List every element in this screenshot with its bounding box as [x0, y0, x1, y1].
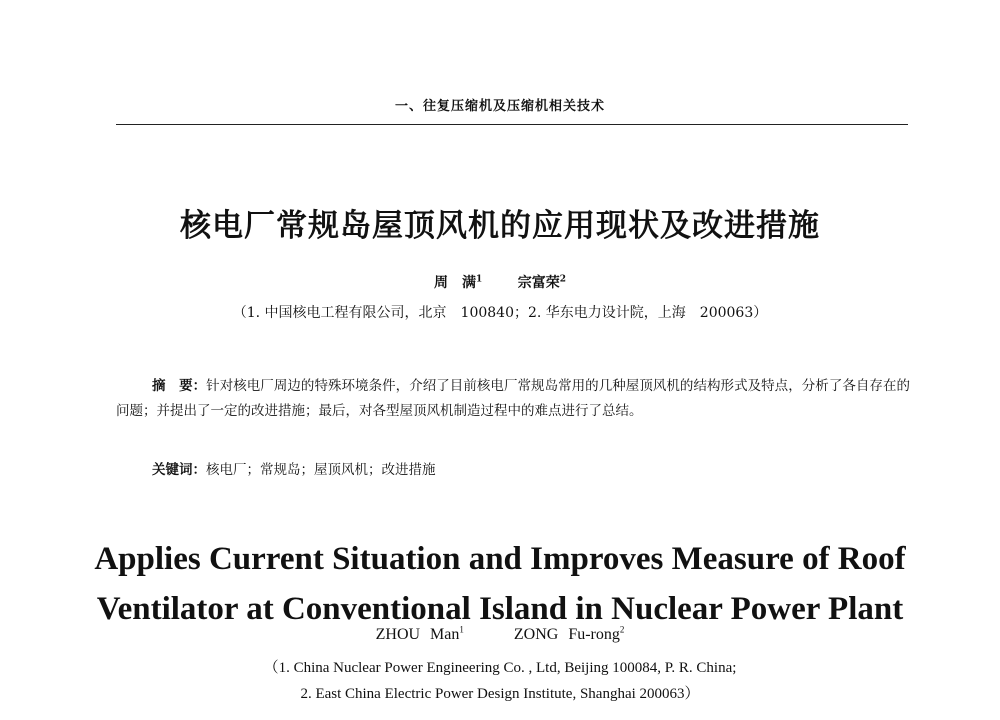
affiliation-chinese: （1. 中国核电工程有限公司，北京 100840；2. 华东电力设计院，上海 200063） [232, 305, 768, 321]
abstract [116, 374, 910, 424]
affiliation-english-line: （1. China Nuclear Power Engineering Co. , Ltd, Beijing 100084, P. R. China; [263, 660, 737, 676]
title-chinese: 核电厂常规岛屋顶风机的应用现状及改进措施 [180, 208, 820, 244]
running-head: 一、往复压缩机及压缩机相关技术 [394, 99, 605, 114]
author-name: ZONG Fu-rong [513, 626, 620, 643]
affiliation-english-line: 2. East China Electric Power Design Institute, Shanghai 200063） [300, 686, 700, 702]
abstract-label: 摘 要： [152, 378, 207, 394]
author-affil-mark: 2 [559, 274, 567, 285]
keywords-text: 核电厂；常规岛；屋顶风机；改进措施 [206, 462, 436, 478]
title-english [0, 534, 1000, 634]
header-rule [116, 124, 908, 125]
author-affil-mark: 1 [459, 624, 464, 635]
author-affil-mark: 1 [475, 274, 483, 285]
author-name: 周 满 [433, 275, 476, 291]
author-name: 宗富荣 [517, 275, 560, 291]
authors-chinese [0, 272, 1000, 292]
affiliation-english [0, 655, 1000, 707]
author-affil-mark: 2 [619, 624, 625, 635]
title-english-line: Applies Current Situation and Improves Measure of Roof [94, 541, 906, 577]
keywords-label: 关键词： [152, 462, 206, 478]
authors-english [0, 626, 1000, 644]
abstract-text: 针对核电厂周边的特殊环境条件，介绍了目前核电厂常规岛常用的几种屋顶风机的结构形式及特点，分析了各自存在的问题；并提出了一定的改进措施；最后，对各型屋顶风机制造过程中的难点进行了总结。 [116, 378, 911, 419]
title-english-line: Ventilator at Conventional Island in Nuclear Power Plant [96, 591, 904, 627]
author-name: ZHOU Man [375, 626, 460, 643]
keywords [152, 458, 436, 478]
